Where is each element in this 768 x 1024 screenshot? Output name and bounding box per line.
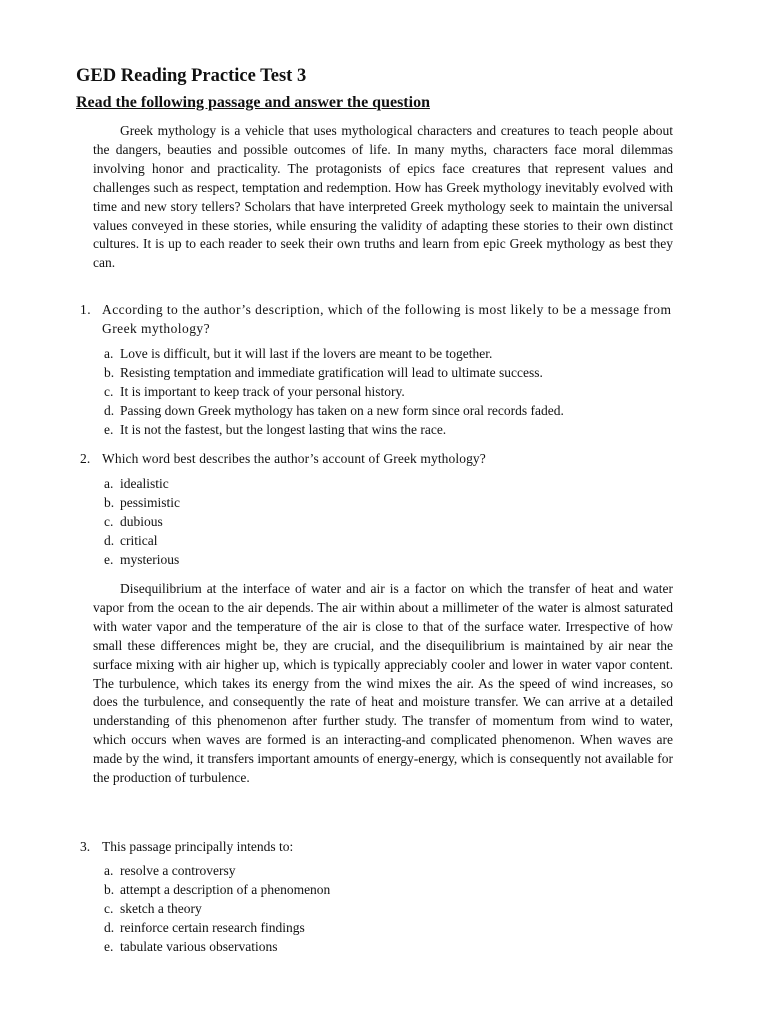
answer-option[interactable] — [104, 364, 564, 383]
question-1-options — [104, 345, 564, 440]
option-text: pessimistic — [120, 494, 180, 510]
option-text: Resisting temptation and immediate gratification will lead to ultimate success. — [120, 364, 543, 380]
option-text: It is not the fastest, but the longest lasting that wins the race. — [120, 421, 447, 437]
option-text: dubious — [120, 513, 163, 529]
option-letter: b. — [104, 364, 115, 380]
answer-option[interactable] — [104, 345, 564, 364]
question-text: Which word best describes the author’s account of Greek mythology? — [102, 451, 486, 466]
passage-disequilibrium: Disequilibrium at the interface of water and air is a factor on which the transfer of heat and water vapor from the ocean to the air depends. The air within about a millimeter of the water is almost saturated with water vapor and the temperature of the air is close to that of the surface water. Irrespective of how small these differences might be, they are crucial, and the disequilibrium is maintained by air near the surface mixing with air higher up, which is typically appreciably cooler and lower in water vapor content. The turbulence, which takes its energy from the wind mixes the air. As the speed of wind increases, so does the turbulence, and consequently the rate of heat and moisture transfer. We can arrive at a detailed understanding of this phenomenon after further study. The transfer of momentum from wind to water, which occurs when waves are formed is an interacting-and complicated phenomenon. When waves are made by the wind, it transfers important amounts of energy-energy, which is consequently not available for the production of turbulence. — [93, 581, 673, 786]
option-letter: c. — [104, 383, 114, 399]
option-text: tabulate various observations — [120, 938, 278, 954]
question-2-options — [104, 475, 180, 570]
answer-option[interactable] — [104, 402, 564, 421]
question-number: 2. — [80, 451, 91, 466]
answer-option[interactable] — [104, 551, 180, 570]
question-text: This passage principally intends to: — [102, 839, 294, 854]
answer-option[interactable] — [104, 532, 180, 551]
question-3 — [80, 837, 695, 856]
answer-option[interactable] — [104, 881, 330, 900]
answer-option[interactable] — [104, 421, 564, 440]
option-letter: d. — [104, 532, 115, 548]
option-letter: a. — [104, 346, 114, 361]
option-letter: a. — [104, 863, 114, 878]
answer-option[interactable] — [104, 513, 180, 532]
page-title: GED Reading Practice Test 3 — [76, 66, 307, 86]
option-letter: b. — [104, 494, 115, 510]
option-text: Love is difficult, but it will last if the lovers are meant to be together. — [120, 346, 493, 361]
answer-option[interactable] — [104, 900, 330, 919]
option-text: It is important to keep track of your personal history. — [120, 383, 405, 399]
answer-option[interactable] — [104, 475, 180, 494]
option-letter: d. — [104, 402, 115, 418]
question-2 — [80, 449, 695, 468]
answer-option[interactable] — [104, 938, 330, 957]
question-number: 1. — [80, 302, 92, 317]
answer-option[interactable] — [104, 919, 330, 938]
option-text: idealistic — [120, 476, 169, 491]
option-text: resolve a controversy — [120, 863, 236, 878]
option-text: mysterious — [120, 551, 180, 567]
question-number: 3. — [80, 839, 91, 854]
question-1 — [80, 300, 695, 338]
question-text: According to the author’s description, which of the following is most likely to be a message from Greek mythology? — [102, 302, 672, 336]
answer-option[interactable] — [104, 383, 564, 402]
option-letter: c. — [104, 900, 114, 916]
option-letter: a. — [104, 476, 114, 491]
option-letter: b. — [104, 881, 115, 897]
option-text: critical — [120, 532, 158, 548]
answer-option[interactable] — [104, 862, 330, 881]
option-letter: e. — [104, 421, 114, 437]
option-text: reinforce certain research findings — [120, 919, 305, 935]
option-letter: c. — [104, 513, 114, 529]
option-letter: e. — [104, 938, 114, 954]
answer-option[interactable] — [104, 494, 180, 513]
option-text: attempt a description of a phenomenon — [120, 881, 331, 897]
question-3-options — [104, 862, 330, 957]
option-letter: e. — [104, 551, 114, 567]
option-letter: d. — [104, 919, 115, 935]
option-text: sketch a theory — [120, 900, 202, 916]
section-instruction: Read the following passage and answer the question — [76, 94, 430, 111]
option-text: Passing down Greek mythology has taken on a new form since oral records faded. — [120, 402, 564, 418]
passage-greek-mythology: Greek mythology is a vehicle that uses mythological characters and creatures to teach people about the dangers, beauties and possible outcomes of life. In many myths, characters face moral dilemmas involving honor and practicality. The protagonists of epics face creatures that represent values and challenges such as respect, temptation and redemption. How has Greek mythology inevitably evolved with time and new story tellers? Scholars that have interpreted Greek mythology seek to maintain the universal values conveyed in these stories, while ensuring the validity of adapting these stories to their own distinct cultures. It is up to each reader to seek their own truths and learn from epic Greek mythology as best they can. — [93, 123, 673, 271]
